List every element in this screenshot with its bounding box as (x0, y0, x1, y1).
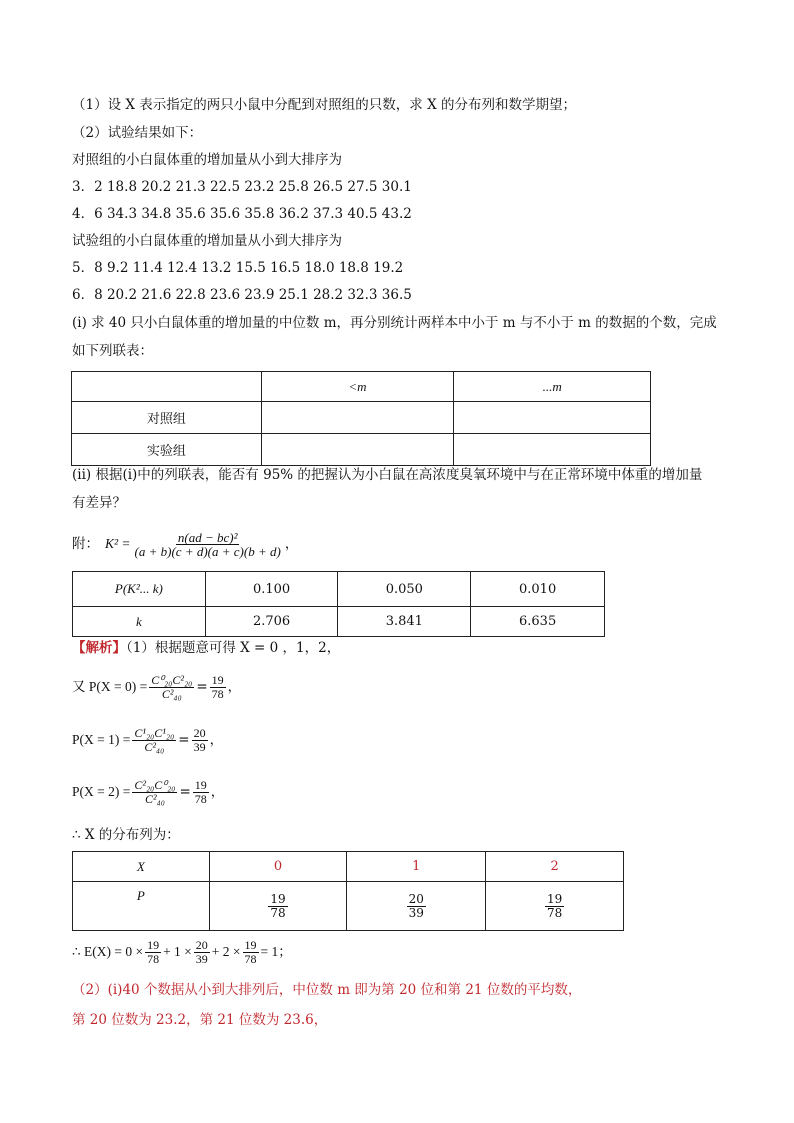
contingency-row-label-control: 对照组 (72, 402, 262, 434)
prob-x1-combination (132, 727, 176, 754)
distribution-table (72, 851, 624, 931)
frac-den: 78 (147, 951, 160, 966)
formula-fraction (133, 531, 283, 558)
experiment-data-row-1: 5．8 9.2 11.4 12.4 13.2 15.5 16.5 18.0 18.8 19.2 (72, 260, 404, 276)
prob-x2-prefix: P(X = 2) = (72, 784, 131, 799)
expectation-mid-1: + 1 × (163, 944, 192, 959)
dist-p-fraction (407, 893, 426, 920)
comma: ， (227, 679, 242, 695)
sub-question-i-line-1: (i) 求 40 只小白鼠体重的增加量的中位数 m，再分别统计两样本中小于 m 与不小于 m 的数据的个数，完成 (72, 315, 717, 331)
frac-num: 19 (147, 937, 160, 952)
prob-x2-comb-den: C²₄₀ (144, 791, 165, 806)
dist-x-value: 1 (347, 852, 486, 882)
question-2-heading: （2）试验结果如下： (72, 125, 203, 141)
critical-k-value: 2.706 (205, 607, 338, 637)
contingency-header-less-m: <m (261, 372, 454, 402)
distribution-intro: ∴ X 的分布列为： (72, 827, 180, 843)
prob-x1-den: 39 (193, 739, 206, 754)
prob-x1-num: 20 (193, 725, 206, 740)
expectation-line (72, 934, 292, 970)
expectation-tail: = 1； (260, 944, 292, 959)
prob-x0-combination (149, 674, 194, 701)
prob-x2-line (72, 773, 224, 811)
formula-tail: ， (284, 536, 299, 552)
frac-num: 20 (195, 937, 208, 952)
prob-x0-line (72, 668, 241, 706)
dist-p-cell (209, 882, 347, 931)
formula-numerator: n(ad − bc)² (177, 529, 238, 545)
dist-label-x: X (73, 852, 210, 882)
sub-question-ii-line-1: (ii) 根据(i)中的列联表，能否有 95% 的把握认为小白鼠在高浓度臭氧环境中与在正常环境中体重的增加量 (72, 467, 703, 483)
sub-question-i-line-2: 如下列联表： (72, 343, 153, 359)
expectation-frac-2 (194, 939, 210, 966)
formula-lhs: K² = (105, 536, 131, 551)
prob-x1-fraction (192, 727, 208, 754)
prob-x1-line (72, 721, 223, 759)
frac-den: 39 (195, 951, 208, 966)
contingency-table (71, 371, 651, 466)
control-data-row-1: 3．2 18.8 20.2 21.3 22.5 23.2 25.8 26.5 27.5 30.1 (72, 179, 412, 195)
critical-p-value: 0.050 (338, 572, 471, 607)
solution-part-2-line-2: 第 20 位数为 23.2，第 21 位数为 23.6， (72, 1012, 328, 1028)
prob-x0-num: 19 (211, 672, 224, 687)
prob-x1-prefix: P(X = 1) = (72, 732, 131, 747)
prob-x2-fraction (193, 779, 209, 806)
contingency-cell (261, 434, 454, 466)
formula-denominator: (a + b)(c + d)(a + c)(b + d) (134, 543, 281, 559)
control-group-title: 对照组的小白鼠体重的增加量从小到大排序为 (72, 152, 342, 168)
prob-x0-comb-den: C²₄₀ (161, 686, 182, 701)
critical-row-label-k: k (73, 607, 206, 637)
appendix-label: 附： (72, 536, 99, 552)
contingency-row-label-experiment: 实验组 (72, 434, 262, 466)
dist-p-cell (486, 882, 624, 931)
critical-p-value: 0.100 (205, 572, 338, 607)
solution-step-1-text: （1）根据题意可得 X = 0 ，1，2， (126, 640, 341, 656)
prob-x0-fraction (210, 674, 226, 701)
critical-k-value: 3.841 (338, 607, 471, 637)
solution-part-2-line-1: （2）(i)40 个数据从小到大排列后，中位数 m 即为第 20 位和第 21 位数的平均数， (72, 982, 582, 998)
contingency-cell (454, 434, 651, 466)
experiment-group-title: 试验组的小白鼠体重的增加量从小到大排序为 (72, 233, 342, 249)
prob-x1-comb-num: C¹₂₀C¹₂₀ (134, 725, 175, 740)
expectation-prefix: ∴ E(X) = 0 × (72, 944, 144, 959)
comma: ， (209, 732, 224, 748)
question-1: （1）设 X 表示指定的两只小鼠中分配到对照组的只数，求 X 的分布列和数学期望； (72, 97, 576, 113)
equals: = (196, 679, 208, 695)
expectation-frac-1 (145, 939, 161, 966)
equals: = (178, 732, 190, 748)
solution-step-1 (72, 639, 340, 657)
prob-x2-combination (132, 779, 177, 806)
prob-x0-den: 78 (211, 686, 224, 701)
experiment-data-row-2: 6．8 20.2 21.6 22.8 23.6 23.9 25.1 28.2 32.3 36.5 (72, 287, 412, 303)
contingency-cell (454, 402, 651, 434)
solution-tag: 【解析】 (72, 640, 126, 656)
dist-x-value: 0 (209, 852, 347, 882)
dist-p-den: 78 (546, 905, 563, 920)
critical-k-value: 6.635 (471, 607, 605, 637)
critical-p-value: 0.010 (471, 572, 605, 607)
expectation-mid-2: + 2 × (211, 944, 241, 959)
dist-p-cell (347, 882, 486, 931)
contingency-header-not-less-m: ...m (454, 372, 651, 402)
dist-p-fraction (268, 893, 287, 920)
critical-row-label-p: P(K²... k) (73, 572, 206, 607)
prob-x2-num: 19 (194, 777, 207, 792)
dist-p-num: 19 (546, 891, 563, 906)
frac-den: 78 (244, 951, 257, 966)
prob-x2-comb-num: C²₂₀C⁰₂₀ (134, 777, 176, 792)
prob-x1-comb-den: C²₄₀ (144, 739, 165, 754)
prob-x0-comb-num: C⁰₂₀C²₂₀ (151, 672, 193, 687)
control-data-row-2: 4．6 34.3 34.8 35.6 35.6 35.8 36.2 37.3 40.5 43.2 (72, 206, 412, 222)
contingency-header-blank (72, 372, 262, 402)
dist-p-fraction (545, 893, 564, 920)
dist-p-num: 20 (408, 891, 424, 906)
contingency-cell (261, 402, 454, 434)
dist-p-den: 78 (270, 905, 286, 920)
prob-x0-prefix: 又 P(X = 0) = (72, 679, 148, 694)
comma: ， (210, 784, 225, 800)
sub-question-ii-line-2: 有差异？ (72, 495, 126, 511)
dist-p-num: 19 (270, 891, 286, 906)
dist-x-value: 2 (486, 852, 624, 882)
dist-label-p: P (73, 882, 210, 931)
expectation-frac-3 (243, 939, 259, 966)
equals: = (179, 784, 191, 800)
frac-num: 19 (244, 937, 257, 952)
dist-p-den: 39 (408, 905, 424, 920)
appendix-formula (72, 527, 298, 561)
critical-value-table (72, 571, 605, 637)
prob-x2-den: 78 (194, 791, 207, 806)
